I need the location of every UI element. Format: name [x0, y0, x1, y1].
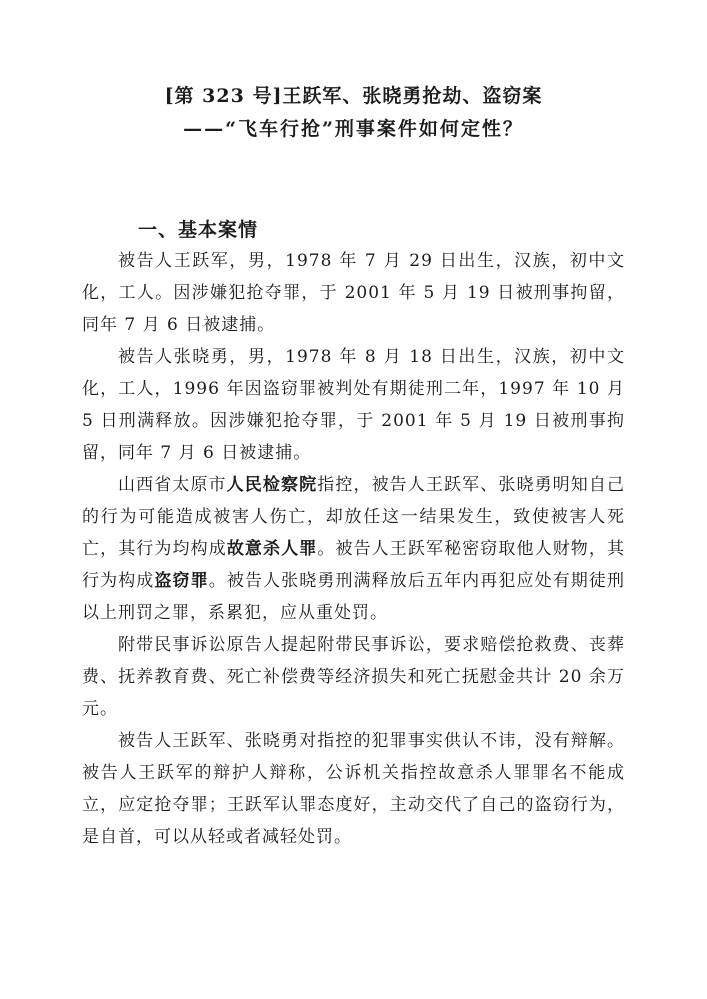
paragraph [82, 245, 625, 341]
emphasized-term: 人民检察院 [226, 475, 318, 495]
paragraph-text: 。被告人张晓勇刑满释放后五年内再犯应处有期徒刑以上刑罚之罪，系累犯，应从重处罚。 [82, 571, 626, 623]
paragraph-text: 附带民事诉讼原告人提起附带民事诉讼，要求赔偿抢救费、丧葬费、抚养教育费、死亡补偿费等经济损失和死亡抚慰金共计 20 余万元。 [82, 635, 625, 719]
emphasized-term: 故意杀人罪 [226, 539, 318, 559]
section-heading: 一、基本案情 [138, 219, 259, 241]
paragraph-text: 被告人王跃军，男，1978 年 7 月 29 日出生，汉族，初中文化，工人。因涉嫌犯抢夺罪，于 2001 年 5 月 19 日被刑事拘留，同年 7 月 6 日被逮捕。 [82, 251, 625, 335]
paragraph [82, 341, 625, 469]
paragraph-text: 。被告人王跃军秘密窃取他人财物，其行为构成 [82, 539, 626, 591]
paragraph-text: 被告人王跃军、张晓勇对指控的犯罪事实供认不讳，没有辩解。被告人王跃军的辩护人辩称，公诉机关指控故意杀人罪罪名不能成立，应定抢夺罪；王跃军认罪态度好，主动交代了自己的盗窃行为，是自首，可以从轻或者减轻处罚。 [82, 731, 625, 847]
case-subtitle: ——“飞车行抢”刑事案件如何定性？ [183, 118, 524, 140]
paragraph-text: 指控，被告人王跃军、张晓勇明知自己的行为可能造成被害人伤亡，却放任这一结果发生，致使被害人死亡，其行为均构成 [82, 475, 626, 559]
paragraph-text: 山西省太原市 [118, 475, 227, 495]
emphasized-term: 盗窃罪 [154, 571, 209, 591]
paragraph-text: 被告人张晓勇，男，1978 年 8 月 18 日出生，汉族，初中文化，工人，1996 年因盗窃罪被判处有期徒刑二年，1997 年 10 月 5 日刑满释放。因涉嫌犯抢夺罪，于 2001 年 5 月 19 日被刑事拘留，同年 7 月 6 日被逮捕。 [82, 347, 625, 463]
paragraph [82, 725, 625, 853]
paragraph [82, 469, 625, 629]
body-paragraphs [82, 245, 625, 853]
paragraph [82, 629, 625, 725]
case-title: [第 323 号]王跃军、张晓勇抢劫、盗窃案 [164, 85, 543, 107]
document-body [82, 0, 625, 853]
title-block [82, 0, 625, 141]
